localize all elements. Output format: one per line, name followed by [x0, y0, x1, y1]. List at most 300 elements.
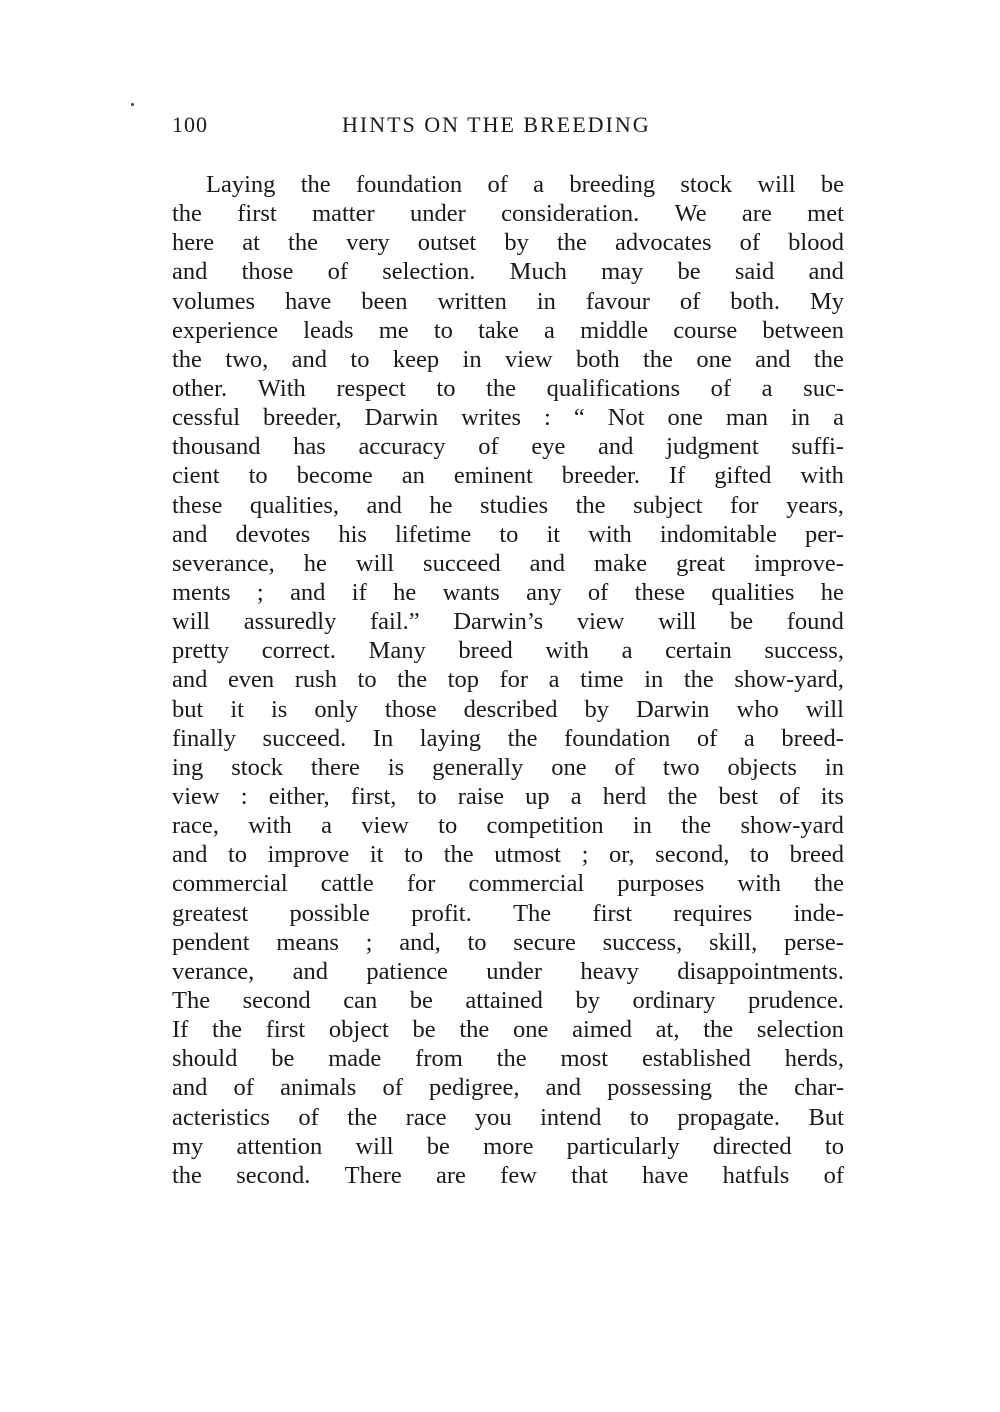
word: foundation	[355, 171, 463, 198]
text-line	[172, 491, 844, 520]
text-line	[172, 607, 844, 636]
word: under	[409, 200, 466, 228]
word: most	[560, 1045, 609, 1073]
word: writes	[461, 404, 521, 432]
word: race	[405, 1103, 447, 1131]
text-line	[172, 257, 844, 286]
word: and	[366, 491, 402, 519]
word: second	[242, 986, 311, 1014]
word: suffi-	[791, 433, 844, 461]
word: be	[677, 258, 701, 286]
text-line	[172, 811, 844, 840]
word: two	[662, 753, 700, 781]
word: means	[276, 928, 339, 956]
word: a	[621, 637, 633, 665]
text-line	[172, 1161, 844, 1190]
word: and	[808, 258, 844, 286]
word: a	[570, 782, 582, 810]
word: one	[551, 753, 587, 781]
word: those	[241, 258, 294, 286]
word: directed	[712, 1132, 792, 1160]
text-line	[172, 753, 844, 782]
word: the	[643, 345, 673, 373]
word: “	[573, 404, 585, 432]
word: with	[248, 812, 292, 840]
word: established	[642, 1045, 751, 1073]
word: qualities	[711, 578, 795, 606]
word: with	[588, 520, 632, 548]
word: one	[512, 1016, 549, 1044]
text-line	[172, 724, 844, 753]
text-line	[172, 1015, 844, 1044]
text-line	[172, 636, 844, 665]
word: great	[676, 549, 726, 577]
word: will	[805, 695, 844, 723]
text-line	[172, 461, 844, 490]
word: the	[300, 171, 331, 198]
word: with	[545, 637, 589, 665]
word: with	[737, 870, 781, 898]
word: in	[644, 666, 664, 694]
word: breeding	[569, 171, 656, 198]
word: to	[499, 520, 519, 548]
word: for	[499, 666, 529, 694]
word: outset	[417, 229, 477, 257]
word: years,	[786, 491, 844, 519]
word: and	[755, 345, 791, 373]
word: to	[357, 666, 377, 694]
word: Laying	[206, 171, 276, 198]
word: acteristics	[172, 1103, 270, 1131]
word: of	[614, 753, 635, 781]
text-line	[172, 374, 844, 403]
word: hatfuls	[722, 1161, 790, 1189]
word: the	[507, 724, 538, 752]
word: We	[674, 200, 707, 228]
word: the	[575, 491, 606, 519]
text-line	[172, 316, 844, 345]
word: raise	[457, 782, 504, 810]
word: even	[227, 666, 275, 694]
word: its	[820, 782, 844, 810]
word: view	[505, 345, 553, 373]
word: one	[667, 404, 703, 432]
word: make	[594, 549, 648, 577]
word: view	[172, 782, 220, 810]
word: leads	[303, 316, 354, 344]
word: both.	[730, 287, 780, 315]
word: secure	[513, 928, 576, 956]
word: pendent	[172, 928, 250, 956]
word: pretty	[172, 637, 230, 665]
word: requires	[673, 899, 753, 927]
word: char-	[794, 1074, 844, 1102]
word: ments	[172, 578, 231, 606]
word: in	[632, 812, 652, 840]
word: herds,	[784, 1045, 844, 1073]
word: the	[459, 1016, 490, 1044]
word: he	[303, 549, 327, 577]
word: at,	[655, 1016, 680, 1044]
text-line	[172, 665, 844, 694]
text-line	[172, 1132, 844, 1161]
word: other.	[172, 374, 228, 402]
word: With	[257, 374, 306, 402]
word: commercial	[172, 870, 288, 898]
word: success,	[602, 928, 683, 956]
word: has	[293, 433, 326, 461]
word: prudence.	[748, 986, 844, 1014]
word: and	[172, 666, 208, 694]
word: the	[683, 666, 714, 694]
word: his	[338, 520, 367, 548]
word: animals	[280, 1074, 357, 1102]
word: be	[820, 171, 844, 198]
word: of	[233, 1074, 254, 1102]
word: :	[240, 782, 248, 810]
word: subject	[633, 491, 703, 519]
word: and	[545, 1074, 581, 1102]
body-text	[172, 170, 844, 1190]
word: intend	[540, 1103, 602, 1131]
word: race,	[172, 812, 219, 840]
word: finally	[172, 724, 236, 752]
word: are	[741, 200, 772, 228]
word: be	[729, 608, 754, 636]
word: second.	[236, 1161, 311, 1189]
word: attention	[236, 1132, 323, 1160]
word: to	[629, 1103, 649, 1131]
word: possible	[289, 899, 370, 927]
word: particularly	[566, 1132, 680, 1160]
word: succeed.	[262, 724, 347, 752]
word: course	[673, 316, 738, 344]
word: inde-	[793, 899, 844, 927]
text-line	[172, 228, 844, 257]
word: by	[584, 695, 610, 723]
word: eminent	[453, 462, 533, 490]
word: the	[738, 1074, 769, 1102]
word: to	[248, 462, 268, 490]
word: to	[227, 841, 248, 869]
word: object	[328, 1016, 389, 1044]
word: the	[443, 841, 474, 869]
word: the	[172, 345, 202, 373]
word: from	[415, 1045, 463, 1073]
text-line	[172, 549, 844, 578]
word: written	[437, 287, 507, 315]
word: made	[328, 1045, 382, 1073]
text-line	[172, 345, 844, 374]
word: will	[355, 549, 395, 577]
word: ing	[172, 753, 204, 781]
word: the	[288, 229, 318, 257]
word: a	[833, 404, 844, 432]
word: cattle	[320, 870, 374, 898]
word: the	[347, 1103, 378, 1131]
text-line	[172, 1103, 844, 1132]
word: experience	[172, 316, 279, 344]
word: generally	[432, 753, 524, 781]
word: in	[462, 345, 482, 373]
word: and,	[399, 928, 441, 956]
word: he	[429, 491, 453, 519]
word: either,	[268, 782, 330, 810]
text-line	[172, 928, 844, 957]
text-line	[172, 1044, 844, 1073]
word: and	[172, 1074, 208, 1102]
word: heavy	[580, 957, 639, 985]
word: If	[172, 1016, 189, 1044]
word: utmost	[494, 841, 561, 869]
word: ;	[581, 841, 589, 869]
text-line	[172, 869, 844, 898]
word: should	[172, 1045, 238, 1073]
word: rush	[294, 666, 337, 694]
word: for	[730, 491, 759, 519]
word: these	[172, 491, 223, 519]
word: of	[823, 1161, 844, 1189]
text-line	[172, 986, 844, 1015]
word: stock	[680, 171, 733, 198]
word: verance,	[172, 957, 255, 985]
word: objects	[727, 753, 797, 781]
word: judgment	[666, 433, 759, 461]
word: suc-	[803, 374, 844, 402]
word: skill,	[708, 928, 758, 956]
word: But	[808, 1103, 844, 1131]
word: view	[576, 608, 625, 636]
word: only	[314, 695, 358, 723]
word: cient	[172, 462, 220, 490]
word: found	[786, 608, 844, 636]
word: Darwin	[636, 695, 710, 723]
word: In	[372, 724, 394, 752]
word: will	[355, 1132, 394, 1160]
word: by	[575, 986, 600, 1014]
word: severance,	[172, 549, 275, 577]
word: show-yard,	[734, 666, 844, 694]
word: correct.	[261, 637, 336, 665]
word: the	[172, 200, 202, 228]
word: that	[571, 1161, 608, 1189]
word: in	[824, 753, 844, 781]
word: a	[743, 724, 755, 752]
word: middle	[580, 316, 649, 344]
word: the	[496, 1045, 527, 1073]
word: one	[696, 345, 732, 373]
word: first	[265, 1016, 306, 1044]
word: to	[404, 841, 424, 869]
word: any	[526, 578, 562, 606]
word: both	[576, 345, 620, 373]
word: it	[230, 695, 244, 723]
word: to	[436, 374, 456, 402]
word: of	[710, 374, 732, 402]
word: here	[172, 229, 215, 257]
word: very	[346, 229, 390, 257]
word: propagate.	[677, 1103, 781, 1131]
word: time	[580, 666, 624, 694]
word: by	[504, 229, 529, 257]
word: of	[327, 258, 348, 286]
word: of	[696, 724, 718, 752]
word: two,	[225, 345, 269, 373]
word: more	[483, 1132, 534, 1160]
word: may	[601, 258, 644, 286]
word: and	[172, 520, 208, 548]
word: the	[486, 374, 517, 402]
word: the	[703, 1016, 734, 1044]
word: to	[749, 841, 769, 869]
word: but	[172, 695, 204, 723]
word: attained	[465, 986, 543, 1014]
word: the	[814, 870, 844, 898]
word: respect	[336, 374, 406, 402]
word: be	[426, 1132, 450, 1160]
word: the	[212, 1016, 242, 1044]
word: commercial	[468, 870, 585, 898]
stray-ink-mark	[131, 103, 134, 106]
word: favour	[585, 287, 650, 315]
word: of	[679, 287, 701, 315]
word: succeed	[423, 549, 501, 577]
word: indomitable	[659, 520, 777, 548]
word: breed	[789, 841, 844, 869]
word: between	[762, 316, 844, 344]
word: and	[292, 957, 328, 985]
word: matter	[312, 200, 375, 228]
word: blood	[788, 229, 844, 257]
word: ordinary	[632, 986, 716, 1014]
word: a	[533, 171, 545, 198]
word: with	[800, 462, 844, 490]
word: is	[387, 753, 405, 781]
word: pedigree,	[429, 1074, 520, 1102]
word: cessful	[172, 404, 241, 432]
word: first,	[350, 782, 397, 810]
word: a	[761, 374, 773, 402]
text-line	[172, 520, 844, 549]
running-title: HINTS ON THE BREEDING	[342, 112, 651, 137]
word: or,	[609, 841, 635, 869]
word: success,	[764, 637, 844, 665]
word: to	[350, 345, 370, 373]
word: The	[172, 986, 211, 1014]
word: volumes	[172, 287, 256, 315]
word: the	[813, 345, 844, 373]
word: Many	[368, 637, 426, 665]
text-line	[172, 1073, 844, 1102]
word: up	[525, 782, 550, 810]
word: of	[382, 1074, 403, 1102]
word: purposes	[617, 870, 705, 898]
word: breeder.	[561, 462, 640, 490]
word: profit.	[411, 899, 472, 927]
word: will	[172, 608, 211, 636]
word: the	[681, 812, 712, 840]
word: breed	[458, 637, 513, 665]
word: If	[668, 462, 686, 490]
word: patience	[366, 957, 448, 985]
word: possessing	[607, 1074, 712, 1102]
word: in	[536, 287, 556, 315]
word: to	[438, 812, 458, 840]
word: studies	[480, 491, 549, 519]
word: the	[667, 782, 698, 810]
word: of	[478, 433, 499, 461]
word: Not	[607, 404, 645, 432]
text-line	[172, 170, 844, 199]
word: and	[598, 433, 634, 461]
word: herd	[602, 782, 647, 810]
word: it	[369, 841, 384, 869]
word: Much	[509, 258, 567, 286]
word: first	[592, 899, 632, 927]
word: improve	[267, 841, 350, 869]
word: an	[401, 462, 425, 490]
word: the	[556, 229, 587, 257]
word: and	[291, 345, 327, 373]
word: consideration.	[501, 200, 640, 228]
word: lifetime	[395, 520, 472, 548]
word: aimed	[572, 1016, 632, 1044]
word: a	[544, 316, 555, 344]
word: There	[344, 1161, 402, 1189]
word: few	[500, 1161, 537, 1189]
word: first	[237, 200, 277, 228]
word: he	[820, 578, 844, 606]
word: of	[587, 578, 609, 606]
word: a	[548, 666, 560, 694]
word: if	[351, 578, 367, 606]
word: laying	[419, 724, 482, 752]
text-line	[172, 432, 844, 461]
word: in	[791, 404, 811, 432]
word: advocates	[614, 229, 712, 257]
word: breed-	[781, 724, 844, 752]
word: said	[734, 258, 775, 286]
word: Darwin’s	[453, 608, 544, 636]
word: Darwin	[364, 404, 439, 432]
word: best	[718, 782, 758, 810]
word: will	[658, 608, 697, 636]
word: selection.	[382, 258, 476, 286]
word: described	[463, 695, 558, 723]
word: show-yard	[740, 812, 844, 840]
word: there	[310, 753, 360, 781]
word: a	[321, 812, 332, 840]
word: second,	[655, 841, 730, 869]
word: thousand	[172, 433, 261, 461]
word: stock	[231, 753, 283, 781]
word: accuracy	[358, 433, 446, 461]
word: My	[809, 287, 844, 315]
word: can	[343, 986, 378, 1014]
word: foundation	[564, 724, 671, 752]
word: of	[298, 1103, 319, 1131]
word: the	[172, 1161, 202, 1189]
word: competition	[486, 812, 604, 840]
word: ;	[256, 578, 264, 606]
word: gifted	[714, 462, 772, 490]
word: be	[412, 1016, 436, 1044]
word: of	[739, 229, 761, 257]
word: and	[290, 578, 326, 606]
word: qualities,	[249, 491, 339, 519]
word: under	[486, 957, 543, 985]
word: greatest	[172, 899, 249, 927]
